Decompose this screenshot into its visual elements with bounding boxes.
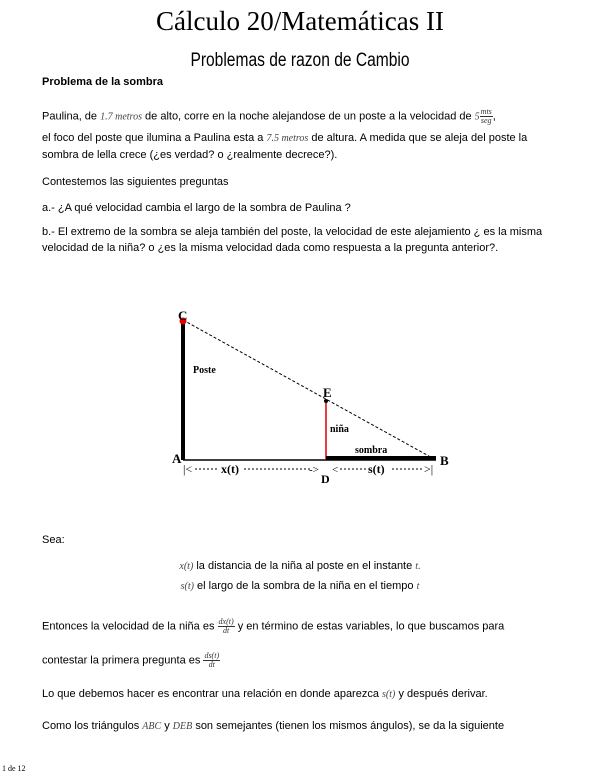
label-E: E	[323, 385, 332, 400]
triangle-abc: ABC	[142, 721, 162, 732]
ds-dt-fraction	[203, 652, 220, 669]
girl-height: 1.7 metros	[100, 111, 142, 123]
relation-text-2: y después derivar.	[398, 688, 488, 700]
ds-den: dt	[208, 660, 215, 669]
answer-text-1: contestar la primera pregunta es	[42, 654, 201, 667]
x-label: x(t)	[221, 462, 239, 476]
relation-line	[42, 686, 554, 703]
label-D: D	[321, 472, 330, 486]
girl-label: niña	[330, 424, 349, 435]
relation-symbol: s(t)	[382, 689, 396, 700]
post-height: 7.5 metros	[266, 133, 309, 145]
intro-text-1: Paulina, de	[42, 110, 98, 123]
shadow-figure	[0, 300, 600, 490]
x-time-var: t.	[415, 561, 421, 572]
page-subtitle: Problemas de razon de Cambio	[190, 50, 410, 71]
intro-text-3: el foco del poste que ilumina a Paulina esta a	[42, 132, 264, 145]
s-time-var: t	[416, 581, 420, 592]
post-label: Poste	[193, 365, 216, 376]
definition-x	[0, 560, 600, 572]
intro-text-2: de alto, corre en la noche alejandose de un poste a la velocidad de	[145, 110, 472, 123]
similar-triangles-line	[42, 718, 554, 735]
intro-text-4: de altura. A medida que se aleja del poste la sombra de lella crece (¿es verdad? o ¿realmente decrece?).	[42, 132, 528, 162]
shadow-label: sombra	[355, 445, 388, 456]
s-left-arrow: <	[332, 464, 339, 476]
s-label: s(t)	[368, 462, 385, 476]
answer-line	[42, 652, 554, 669]
similar-text-1: Como los triángulos	[42, 720, 140, 732]
velocity-line	[42, 618, 554, 635]
intro-paragraph: Paulina, de 1.7 metros de alto, corre en la noche alejandose de un poste a la velocidad de 5 $\frac{\text{mts}}{\text{seg}}$ , el foco del poste que ilumina a Paulina esta a 7.5 metros de altura. A medida que se aleja del poste la sombra de lella crece (¿es verdad? o ¿realmente decrece?).	[42, 107, 528, 162]
speed-unit-num: mts	[480, 107, 492, 116]
velocity-text-1: Entonces la velocidad de la niña es	[42, 620, 215, 633]
relation-text-1: Lo que debemos hacer es encontrar una relación en donde aparezca	[42, 688, 379, 700]
velocity-text-2: y en término de estas variables, lo que buscamos para	[237, 620, 505, 633]
page-title: Cálculo 20/Matemáticas II	[156, 6, 444, 36]
page-number: 1 de 12	[2, 764, 26, 773]
dx-num: dx(t)	[218, 617, 234, 626]
section-heading: Problema de la sombra	[42, 76, 164, 88]
dx-dt-fraction	[218, 618, 235, 635]
similar-text-2: son semejantes (tienen los mismos ángulos), se da la siguiente	[195, 720, 505, 732]
triangle-deb: DEB	[172, 721, 193, 732]
s-definition-text: el largo de la sombra de la niña en el tiempo	[197, 580, 414, 592]
definition-s	[0, 580, 600, 592]
similar-and: y	[164, 720, 170, 732]
label-C: C	[178, 308, 188, 323]
label-B: B	[440, 453, 449, 468]
s-right-end-marker: >|	[424, 462, 434, 476]
x-right-arrow: ->	[309, 464, 319, 476]
sea-label: Sea:	[42, 534, 65, 546]
s-symbol: s(t)	[180, 581, 194, 592]
ds-num: ds(t)	[204, 651, 220, 660]
speed-unit-den: seg	[480, 116, 492, 125]
speed-value: 5	[474, 111, 480, 123]
light-ray-line	[183, 320, 436, 460]
questions-intro: Contestemos las siguientes preguntas	[42, 176, 229, 188]
dx-den: dt	[222, 626, 230, 635]
question-b: b.- El extremo de la sombra se aleja también del poste, la velocidad de este alejamiento ¿ es la misma velocidad de la niña? o ¿es la misma velocidad dada como respuesta a la pregunta anterior?.	[42, 226, 543, 254]
x-left-end-marker: |<	[183, 462, 193, 476]
x-definition-text: la distancia de la niña al poste en el instante	[196, 560, 413, 572]
speed-unit	[480, 108, 493, 125]
question-a: a.- ¿A qué velocidad cambia el largo de la sombra de Paulina ?	[42, 202, 351, 214]
x-symbol: x(t)	[179, 561, 194, 572]
label-A: A	[172, 451, 182, 466]
